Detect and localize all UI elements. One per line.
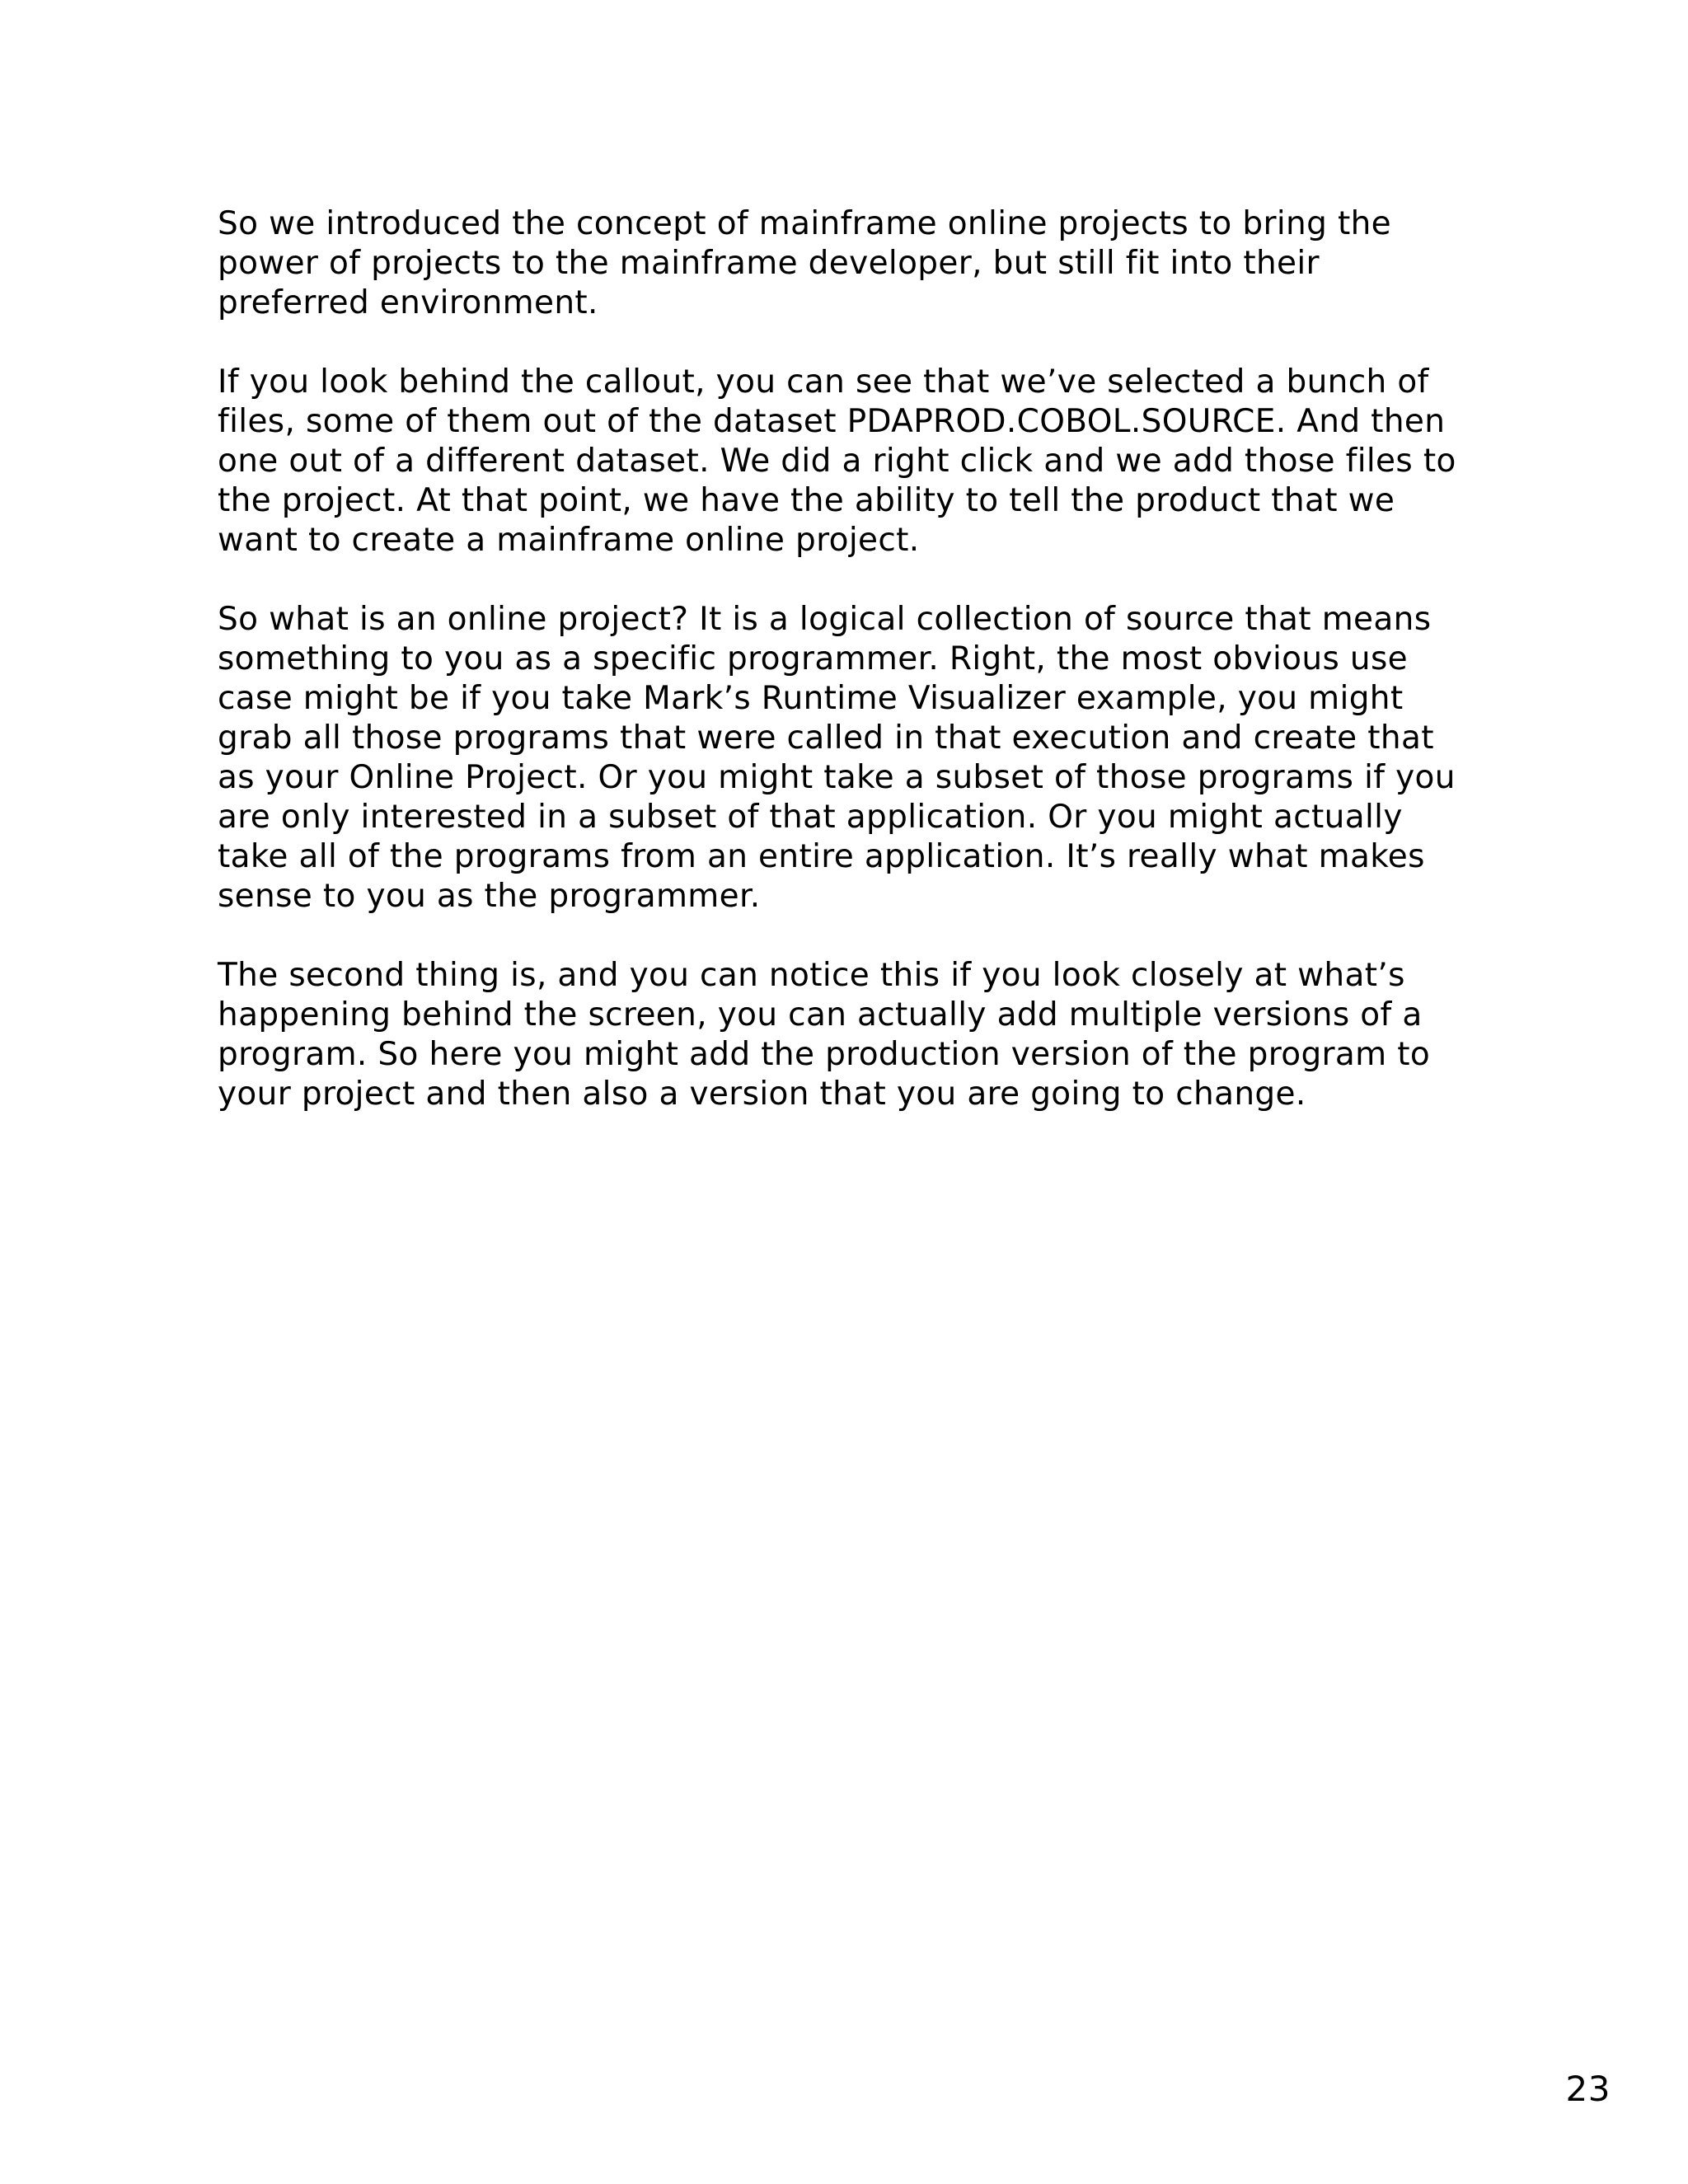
paragraph-mainframe-online-projects: So we introduced the concept of mainframe online projects to bring the power of projects to the mainframe developer, but still fit into their preferred environment. — [218, 205, 1392, 321]
paragraph-online-project-definition: So what is an online project? It is a logical collection of source that means something to you as a specific programmer. Right, the most obvious use case might be if you take Mark’s Runtime Visualizer example, you might grab all those programs that were called in that execution and create that as your Online Project. Or you might take a subset of those programs if you are only interested in a subset of that application. Or you might actually take all of the programs from an entire application. It’s really what makes sense to you as the programmer. — [218, 601, 1456, 915]
paragraph-callout-dataset-selection: If you look behind the callout, you can see that we’ve selected a bunch of files, some of them out of the dataset PDAPROD.COBOL.SOURCE. And then one out of a different dataset. We did a right click and we add those files to the project. At that point, we have the ability to tell the product that we want to create a mainframe online project. — [218, 363, 1456, 559]
paragraph-multiple-program-versions: The second thing is, and you can notice this if you look closely at what’s happening behind the screen, you can actually add multiple versions of a program. So here you might add the production version of the program to your project and then also a version that you are going to change. — [218, 957, 1431, 1113]
page-number: 23 — [1565, 2069, 1611, 2109]
document-body — [218, 204, 1479, 1154]
